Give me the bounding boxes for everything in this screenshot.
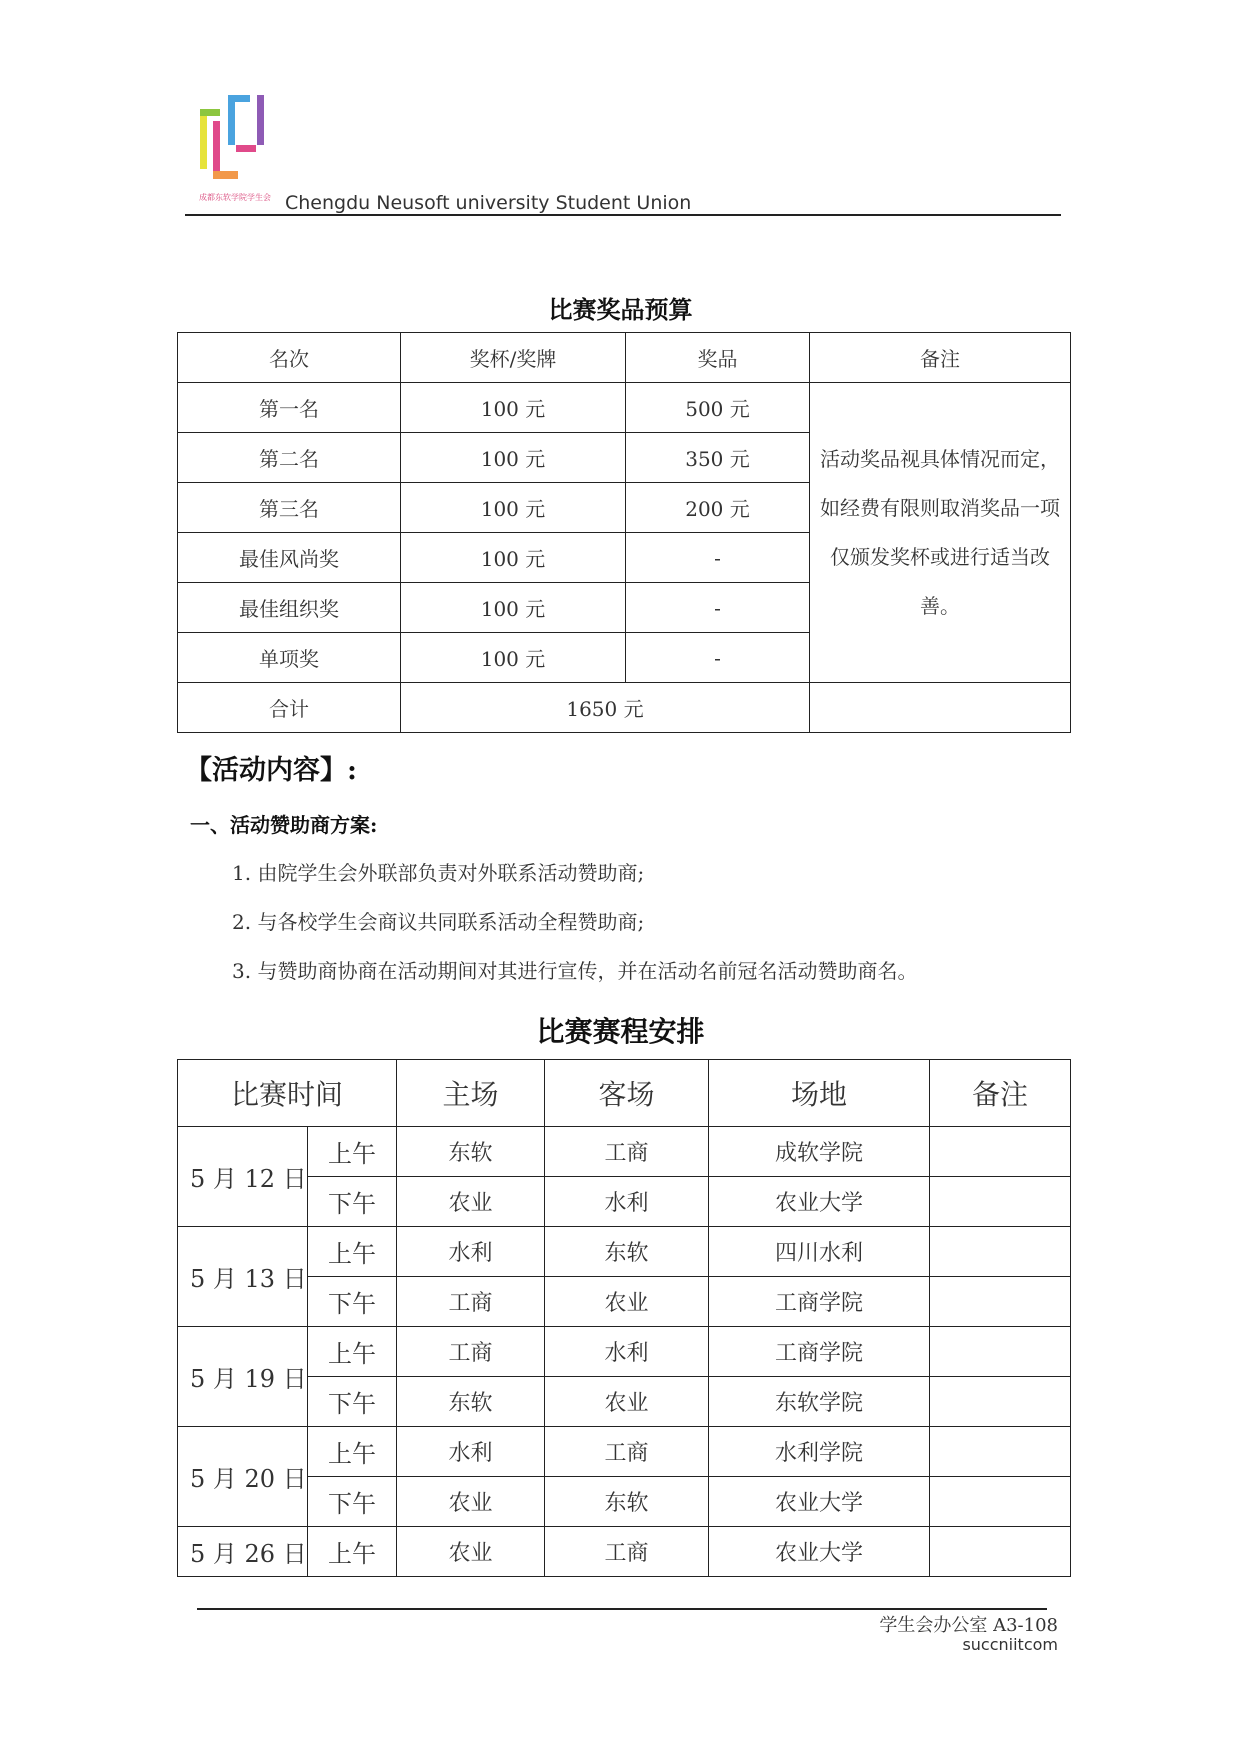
table-row xyxy=(178,383,1071,433)
period-cell: 上午 xyxy=(308,1327,397,1377)
period-cell: 上午 xyxy=(308,1127,397,1177)
rank-cell: 最佳组织奖 xyxy=(178,583,401,633)
away-cell: 农业 xyxy=(545,1377,709,1427)
table-row xyxy=(178,1227,1071,1277)
column-header: 比赛时间 xyxy=(178,1060,397,1127)
logo-caption: 成都东软学院学生会 xyxy=(199,193,271,202)
period-cell: 下午 xyxy=(308,1277,397,1327)
venue-cell: 农业大学 xyxy=(709,1177,930,1227)
footer-divider xyxy=(197,1608,1047,1610)
footer-site: succniitcom xyxy=(962,1635,1058,1654)
home-cell: 工商 xyxy=(397,1277,545,1327)
venue-cell: 水利学院 xyxy=(709,1427,930,1477)
home-cell: 农业 xyxy=(397,1477,545,1527)
venue-cell: 东软学院 xyxy=(709,1377,930,1427)
table-row xyxy=(178,1327,1071,1377)
trophy-cell: 100 元 xyxy=(401,383,626,433)
period-cell: 上午 xyxy=(308,1227,397,1277)
home-cell: 农业 xyxy=(397,1177,545,1227)
sponsor-plan-heading: 一、活动赞助商方案: xyxy=(190,813,378,837)
note-cell xyxy=(930,1327,1071,1377)
home-cell: 东软 xyxy=(397,1127,545,1177)
date-cell: 5 月 12 日 xyxy=(178,1127,308,1227)
prize-cell: - xyxy=(626,583,810,633)
table-row xyxy=(178,1477,1071,1527)
table-row xyxy=(178,1377,1071,1427)
note-cell xyxy=(930,1477,1071,1527)
rank-cell: 第三名 xyxy=(178,483,401,533)
period-cell: 上午 xyxy=(308,1427,397,1477)
total-value: 1650 元 xyxy=(401,683,810,733)
home-cell: 水利 xyxy=(397,1427,545,1477)
organization-name: Chengdu Neusoft university Student Union xyxy=(285,192,692,214)
note-cell xyxy=(930,1227,1071,1277)
trophy-cell: 100 元 xyxy=(401,433,626,483)
venue-cell: 农业大学 xyxy=(709,1477,930,1527)
note-cell xyxy=(930,1527,1071,1577)
total-label: 合计 xyxy=(178,683,401,733)
list-item: 2. 与各校学生会商议共同联系活动全程赞助商; xyxy=(232,910,645,934)
column-header: 名次 xyxy=(178,333,401,383)
home-cell: 东软 xyxy=(397,1377,545,1427)
prize-cell: - xyxy=(626,633,810,683)
period-cell: 下午 xyxy=(308,1377,397,1427)
away-cell: 农业 xyxy=(545,1277,709,1327)
note-cell xyxy=(930,1277,1071,1327)
activity-content-heading: 【活动内容】: xyxy=(185,755,357,786)
note-cell xyxy=(930,1427,1071,1477)
date-cell: 5 月 26 日 xyxy=(178,1527,308,1577)
away-cell: 工商 xyxy=(545,1527,709,1577)
venue-cell: 四川水利 xyxy=(709,1227,930,1277)
table-row xyxy=(178,1127,1071,1177)
prize-cell: 200 元 xyxy=(626,483,810,533)
schedule-header-row xyxy=(178,1060,1071,1127)
total-note-cell xyxy=(810,683,1071,733)
column-header: 主场 xyxy=(397,1060,545,1127)
venue-cell: 工商学院 xyxy=(709,1277,930,1327)
prize-cell: 350 元 xyxy=(626,433,810,483)
column-header: 场地 xyxy=(709,1060,930,1127)
list-item: 1. 由院学生会外联部负责对外联系活动赞助商; xyxy=(232,861,645,885)
rank-cell: 单项奖 xyxy=(178,633,401,683)
schedule-table xyxy=(177,1059,1071,1577)
note-cell xyxy=(930,1127,1071,1177)
away-cell: 东软 xyxy=(545,1477,709,1527)
budget-title: 比赛奖品预算 xyxy=(548,295,693,324)
venue-cell: 工商学院 xyxy=(709,1327,930,1377)
column-header: 备注 xyxy=(930,1060,1071,1127)
table-row xyxy=(178,1277,1071,1327)
period-cell: 上午 xyxy=(308,1527,397,1577)
column-header: 奖杯/奖牌 xyxy=(401,333,626,383)
column-header: 备注 xyxy=(810,333,1071,383)
schedule-title: 比赛赛程安排 xyxy=(536,1015,705,1048)
table-row xyxy=(178,1427,1071,1477)
column-header: 奖品 xyxy=(626,333,810,383)
trophy-cell: 100 元 xyxy=(401,483,626,533)
total-row xyxy=(178,683,1071,733)
header-divider xyxy=(185,214,1061,216)
date-cell: 5 月 13 日 xyxy=(178,1227,308,1327)
note-cell xyxy=(930,1177,1071,1227)
rank-cell: 最佳风尚奖 xyxy=(178,533,401,583)
list-item: 3. 与赞助商协商在活动期间对其进行宣传，并在活动名前冠名活动赞助商名。 xyxy=(232,959,918,983)
budget-table xyxy=(177,332,1071,733)
note-cell: 活动奖品视具体情况而定，如经费有限则取消奖品一项仅颁发奖杯或进行适当改善。 xyxy=(810,383,1071,683)
away-cell: 水利 xyxy=(545,1177,709,1227)
trophy-cell: 100 元 xyxy=(401,533,626,583)
budget-header-row xyxy=(178,333,1071,383)
rank-cell: 第一名 xyxy=(178,383,401,433)
away-cell: 东软 xyxy=(545,1227,709,1277)
trophy-cell: 100 元 xyxy=(401,633,626,683)
away-cell: 工商 xyxy=(545,1427,709,1477)
student-union-logo xyxy=(200,95,275,180)
home-cell: 工商 xyxy=(397,1327,545,1377)
prize-cell: 500 元 xyxy=(626,383,810,433)
trophy-cell: 100 元 xyxy=(401,583,626,633)
document-header xyxy=(185,92,1055,216)
away-cell: 工商 xyxy=(545,1127,709,1177)
home-cell: 水利 xyxy=(397,1227,545,1277)
prize-cell: - xyxy=(626,533,810,583)
home-cell: 农业 xyxy=(397,1527,545,1577)
venue-cell: 农业大学 xyxy=(709,1527,930,1577)
table-row xyxy=(178,1177,1071,1227)
date-cell: 5 月 20 日 xyxy=(178,1427,308,1527)
period-cell: 下午 xyxy=(308,1477,397,1527)
note-cell xyxy=(930,1377,1071,1427)
venue-cell: 成软学院 xyxy=(709,1127,930,1177)
column-header: 客场 xyxy=(545,1060,709,1127)
date-cell: 5 月 19 日 xyxy=(178,1327,308,1427)
table-row xyxy=(178,1527,1071,1577)
footer-office: 学生会办公室 A3-108 xyxy=(879,1615,1058,1636)
away-cell: 水利 xyxy=(545,1327,709,1377)
rank-cell: 第二名 xyxy=(178,433,401,483)
period-cell: 下午 xyxy=(308,1177,397,1227)
